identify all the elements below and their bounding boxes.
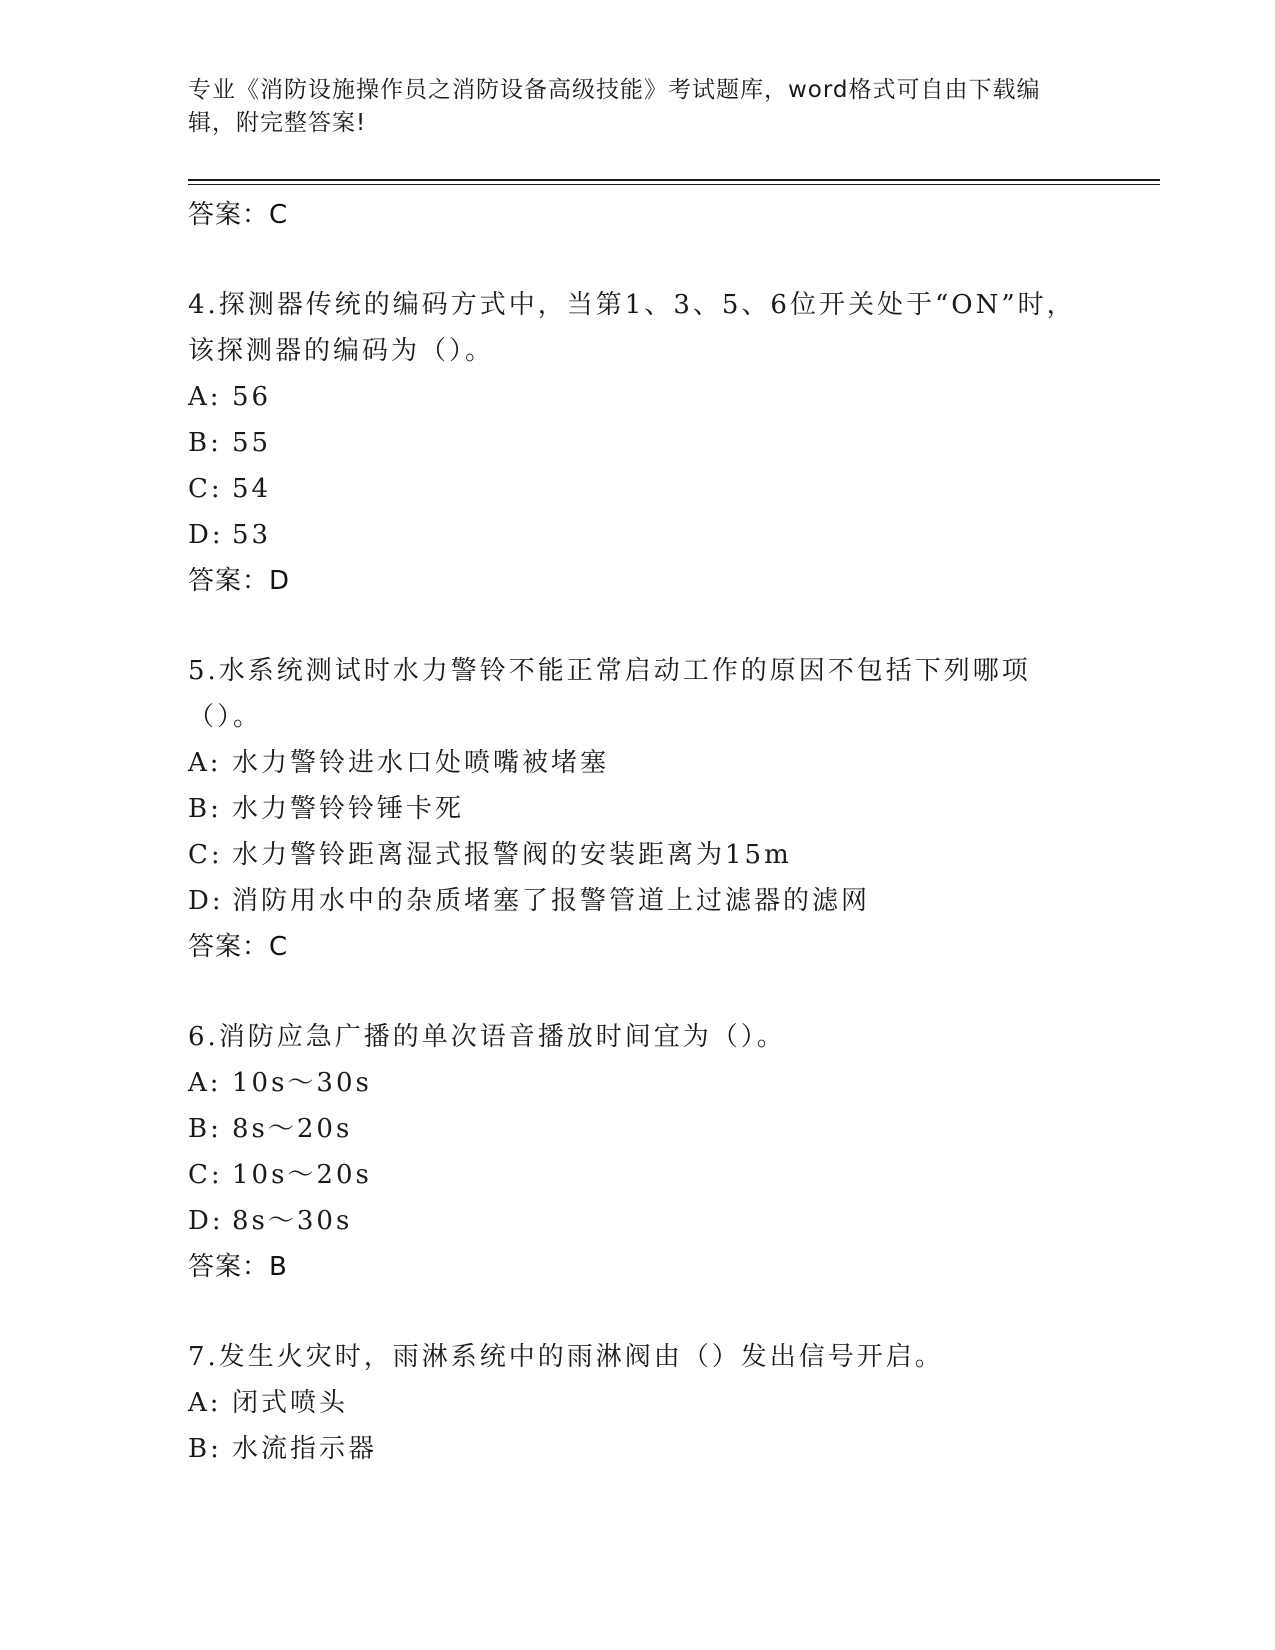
option-d	[188, 878, 1088, 924]
question-stem: 7.发生火灾时，雨淋系统中的雨淋阀由（）发出信号开启。	[188, 1342, 944, 1372]
question-stem: 4.探测器传统的编码方式中，当第1、3、5、6位开关处于“ON”时，该探测器的编码为（）。	[188, 290, 1076, 366]
option-letter: A:	[188, 382, 222, 412]
question-5	[188, 648, 1088, 970]
option-b	[188, 1106, 1088, 1152]
header-divider-thin	[188, 184, 1160, 185]
option-letter: D:	[188, 886, 224, 916]
option-text: 54	[232, 474, 272, 504]
question-stem: 5.水系统测试时水力警铃不能正常启动工作的原因不包括下列哪项（）。	[188, 656, 1031, 732]
option-b	[188, 420, 1088, 466]
option-letter: B:	[188, 1434, 222, 1464]
option-text: 53	[232, 520, 272, 550]
option-a	[188, 1060, 1088, 1106]
option-text: 56	[232, 382, 272, 412]
option-letter: A:	[188, 1388, 222, 1418]
option-letter: D:	[188, 1206, 224, 1236]
option-b	[188, 1426, 1088, 1472]
option-letter: A:	[188, 748, 222, 778]
option-text: 消防用水中的杂质堵塞了报警管道上过滤器的滤网	[232, 886, 871, 916]
question-7	[188, 1334, 1088, 1472]
option-c	[188, 832, 1088, 878]
option-a	[188, 1380, 1088, 1426]
document-header: 专业《消防设施操作员之消防设备高级技能》考试题库，word格式可自由下载编辑，附完整答案!	[188, 77, 1041, 136]
option-d	[188, 512, 1088, 558]
option-text: 8s～20s	[232, 1114, 353, 1144]
option-text: 10s～20s	[232, 1160, 372, 1190]
option-letter: A:	[188, 1068, 222, 1098]
option-letter: C:	[188, 840, 223, 870]
option-text: 水力警铃进水口处喷嘴被堵塞	[232, 748, 610, 778]
option-text: 水流指示器	[232, 1434, 378, 1464]
option-letter: B:	[188, 1114, 222, 1144]
option-text: 55	[232, 428, 272, 458]
question-6	[188, 1014, 1088, 1290]
option-b	[188, 786, 1088, 832]
header-divider-thick	[188, 179, 1160, 181]
option-letter: C:	[188, 474, 223, 504]
question-stem: 6.消防应急广播的单次语音播放时间宜为（）。	[188, 1022, 786, 1052]
answer-line: 答案：D	[188, 566, 291, 596]
option-c	[188, 466, 1088, 512]
option-text: 闭式喷头	[232, 1388, 349, 1418]
question-4	[188, 282, 1088, 604]
option-letter: C:	[188, 1160, 223, 1190]
option-d	[188, 1198, 1088, 1244]
answer-line: 答案：B	[188, 1252, 288, 1282]
option-letter: D:	[188, 520, 224, 550]
option-a	[188, 374, 1088, 420]
option-c	[188, 1152, 1088, 1198]
question-list	[188, 192, 1088, 1472]
option-letter: B:	[188, 794, 222, 824]
option-text: 水力警铃距离湿式报警阀的安装距离为15m	[232, 840, 792, 870]
option-text: 10s～30s	[232, 1068, 372, 1098]
option-a	[188, 740, 1088, 786]
option-text: 8s～30s	[232, 1206, 353, 1236]
answer-line: 答案：C	[188, 932, 289, 962]
option-letter: B:	[188, 428, 222, 458]
option-text: 水力警铃铃锤卡死	[232, 794, 465, 824]
answer-line: 答案：C	[188, 200, 289, 230]
